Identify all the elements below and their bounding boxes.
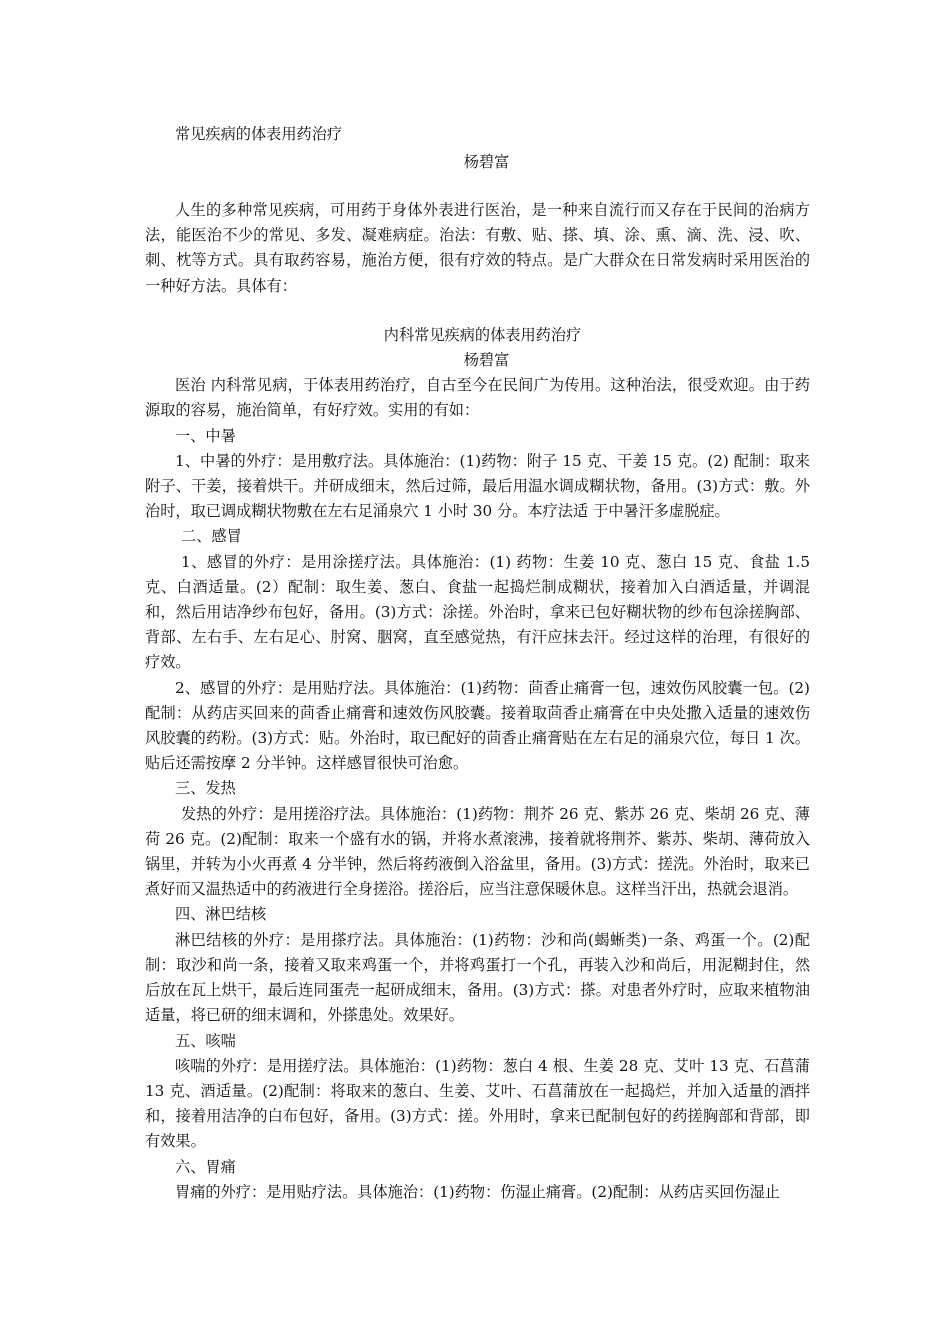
item-paragraph: 1、感冒的外疗：是用涂搓疗法。具体施治：(1) 药物：生姜 10 克、葱白 15 克、食盐 1.5 克、白酒适量。(2）配制：取生姜、葱白、食盐一起捣烂制成糊状，接着加入白酒适量，并调混和，然后用诘净纱布包好，备用。(3)方式：涂搓。外治时，拿来已包好糊状物的纱布包涂搓胸部、背部、左右手、左右足心、肘窝、胭窝，直至感觉热，有汗应抹去汗。经过这样的治理，有很好的疗效。 [145, 552, 810, 672]
item-paragraph: 发热的外疗：是用搓浴疗法。具体施治：(1)药物：荆芥 26 克、紫苏 26 克、柴胡 26 克、薄荷 26 克。(2)配制：取来一个盛有水的锅，并将水煮滚沸，接着就将荆芥、紫苏、柴胡、薄荷放入锅里，并转为小火再煮 4 分半钟，然后将药液倒入浴盆里，备用。(3)方式：搓洗。外治时，取来已煮好而又温热适中的药液进行全身搓浴。搓浴后，应当注意保暖休息。这样当汗出，热就会退消。 [145, 804, 810, 899]
item-heading: 一、中暑 [175, 426, 236, 445]
item-paragraph: 2、感冒的外疗：是用贴疗法。具体施治：(1)药物：茴香止痛膏一包，速效伤风胶囊一包。(2)配制：从药店买回来的茴香止痛膏和速效伤风胶囊。接着取茴香止痛膏在中央处撒入适量的速效伤风胶囊的药粉。(3)方式：贴。外治时，取已配好的茴香止痛膏贴在左右足的涌泉穴位，每日 1 次。贴后还需按摩 2 分半钟。这样感冒很快可治愈。 [145, 678, 810, 773]
document-page [145, 120, 810, 1205]
item-paragraph: 1、中暑的外疗：是用敷疗法。具体施治：(1)药物：附子 15 克、干姜 15 克。(2) 配制：取来附子、干姜，接着烘干。并研成细末，然后过筛，最后用温水调成糊状物，备用。(3)方式：敷。外治时，取已调成糊状物敷在左右足涌泉穴 1 小时 30 分。本疗法适 于中暑汗多虚脱症。 [145, 451, 810, 521]
intro-paragraph: 人生的多种常见疾病，可用药于身体外表进行医治，是一种来自流行而又存在于民间的治病方法，能医治不少的常见、多发、凝难病症。治法：有敷、贴、搽、填、涂、熏、滴、洗、浸、吹、刺、枕等方式。具有取药容易，施治方便，很有疗效的特点。是广大群众在日常发病时采用医治的一种好方法。具体有： [145, 201, 810, 295]
item-paragraph: 咳喘的外疗：是用搓疗法。具体施治：(1)药物：葱白 4 根、生姜 28 克、艾叶 13 克、石菖蒲 13 克、酒适量。(2)配制：将取来的葱白、生姜、艾叶、石菖蒲放在一起捣烂，并加入适量的酒拌和，接着用洁净的白布包好，备用。(3)方式：搓。外用时，拿来已配制包好的药搓胸部和背部，即有效果。 [145, 1056, 810, 1151]
section-title: 内科常见疾病的体表用药治疗 [383, 325, 582, 344]
item-heading: 二、感冒 [181, 527, 242, 546]
item-heading: 五、咳喘 [175, 1031, 236, 1050]
item-heading: 四、淋巴结核 [175, 905, 267, 924]
section-author: 杨碧富 [463, 351, 510, 370]
spacer [145, 176, 810, 198]
item-heading: 六、胃痛 [175, 1157, 236, 1176]
document-title: 常见疾病的体表用药治疗 [175, 125, 343, 143]
document-author: 杨碧富 [463, 153, 510, 171]
item-paragraph: 淋巴结核的外疗：是用搽疗法。具体施治：(1)药物：沙和尚(蝎蜥类)一条、鸡蛋一个。(2)配制：取沙和尚一条，接着又取来鸡蛋一个，并将鸡蛋打一个孔，再装入沙和尚后，用泥糊封住，然后放在瓦上烘干，最后连同蛋壳一起研成细末，备用。(3)方式：搽。对患者外疗时，应取来植物油适量，将已研的细末调和，外搽患处。效果好。 [145, 930, 810, 1025]
spacer [145, 299, 810, 323]
item-paragraph: 胃痛的外疗：是用贴疗法。具体施治：(1)药物：伤湿止痛膏。(2)配制：从药店买回伤湿止 [175, 1182, 780, 1201]
item-heading: 三、发热 [175, 779, 236, 798]
section-intro-paragraph: 医治 内科常见病，于体表用药治疗，自古至今在民间广为传用。这种治法，很受欢迎。由于药源取的容易，施治简单，有好疗效。实用的有如： [145, 376, 810, 420]
